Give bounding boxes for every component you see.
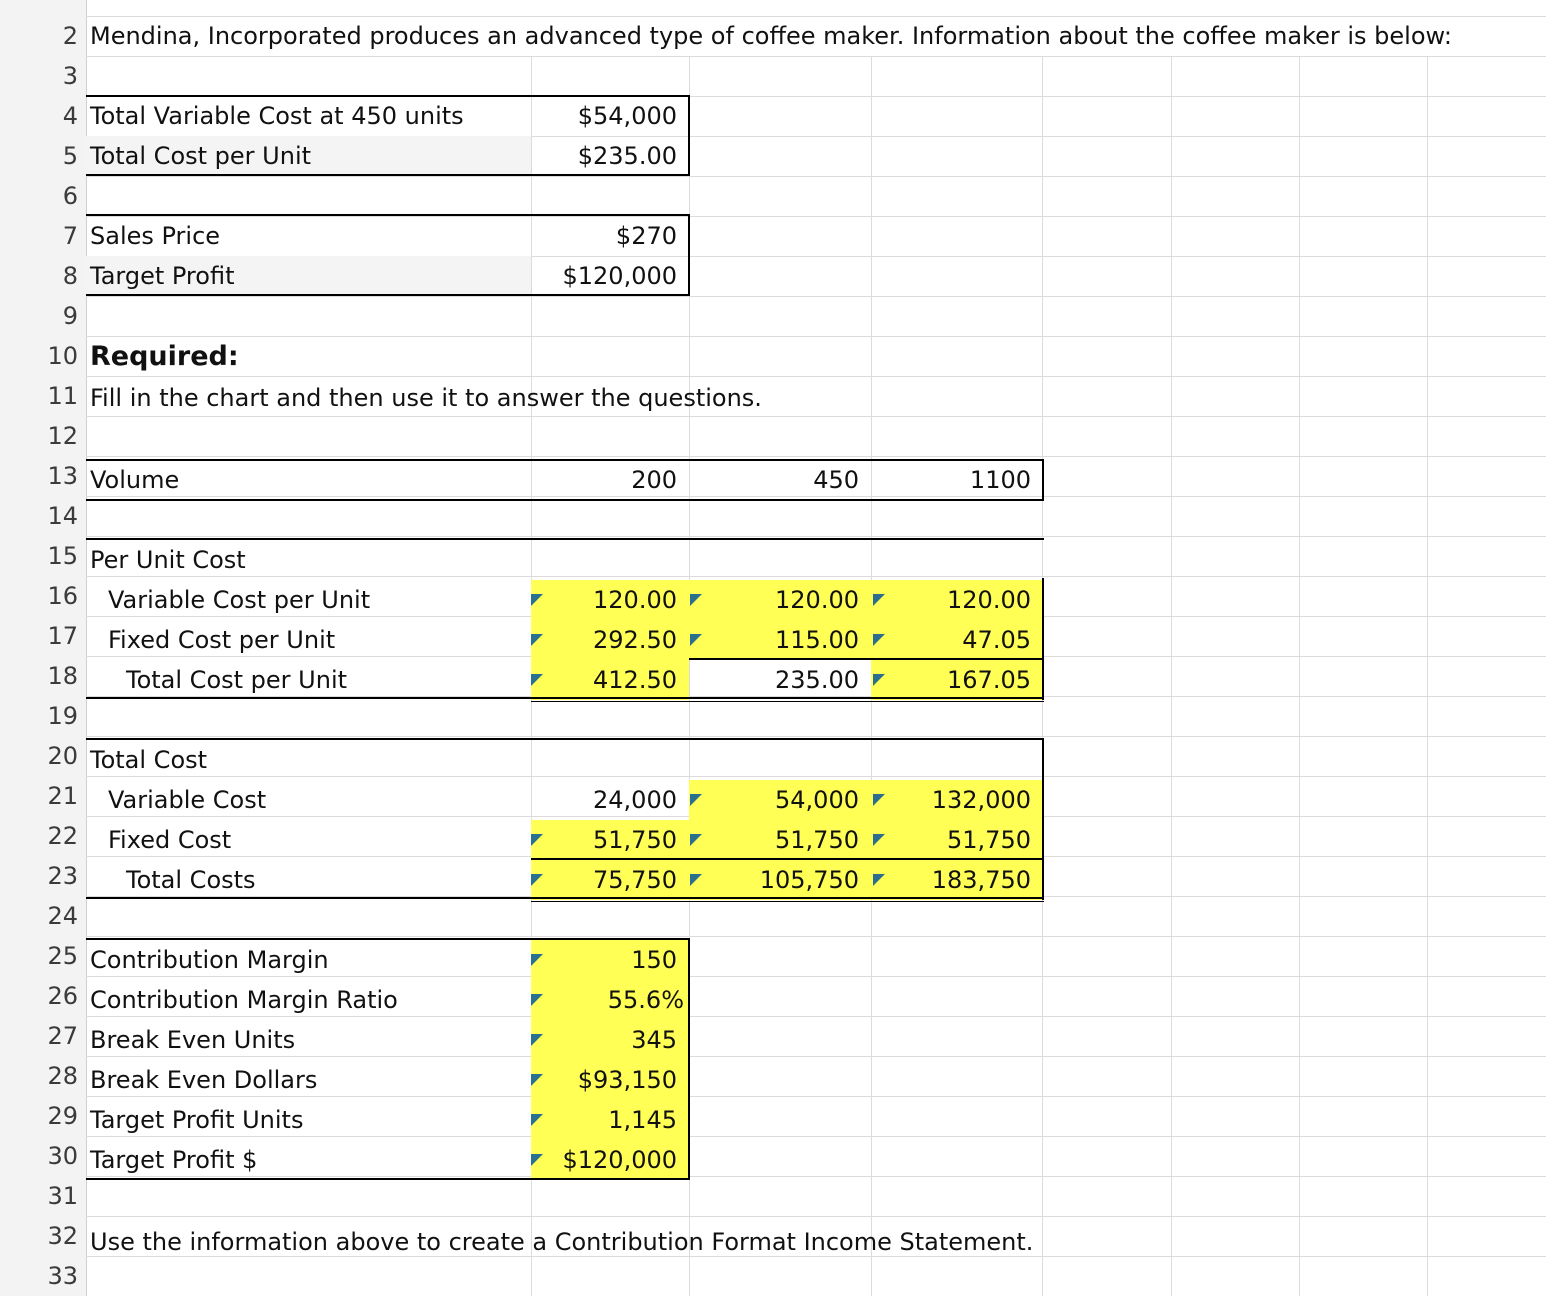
total-double-border: [531, 901, 1044, 902]
row-gridline: [86, 336, 1546, 337]
income-statement-instructions[interactable]: Use the information above to create a Contribution Format Income Statement.: [90, 1228, 1034, 1256]
row-gridline: [86, 736, 1546, 737]
vcpu-200[interactable]: 120.00: [593, 586, 677, 614]
total-cost-heading[interactable]: Total Cost: [90, 746, 208, 774]
row-number[interactable]: 11: [47, 382, 78, 410]
tc-200[interactable]: 75,750: [593, 866, 677, 894]
break-even-units-label[interactable]: Break Even Units: [90, 1026, 296, 1054]
volume-450[interactable]: 450: [813, 466, 859, 494]
row-gridline: [86, 376, 1546, 377]
target-profit-value[interactable]: $120,000: [562, 262, 677, 290]
vcpu-1100[interactable]: 120.00: [947, 586, 1031, 614]
volume-200[interactable]: 200: [631, 466, 677, 494]
row-gridline: [86, 216, 1546, 217]
intro-text[interactable]: Mendina, Incorporated produces an advanced type of coffee maker. Information about the coffee maker is below:: [90, 22, 1452, 50]
row-number[interactable]: 28: [47, 1062, 78, 1090]
row-number[interactable]: 2: [62, 22, 78, 50]
row-number[interactable]: 13: [47, 462, 78, 490]
row-number[interactable]: 14: [47, 502, 78, 530]
row-gridline: [86, 536, 1546, 537]
row-gridline: [86, 1176, 1546, 1177]
vc-450[interactable]: 54,000: [775, 786, 859, 814]
target-profit-units-label[interactable]: Target Profit Units: [90, 1106, 304, 1134]
row-number[interactable]: 9: [62, 302, 78, 330]
row-gridline: [86, 1216, 1546, 1217]
row-number[interactable]: 27: [47, 1022, 78, 1050]
row-number[interactable]: 10: [47, 342, 78, 370]
sales-price-label[interactable]: Sales Price: [90, 222, 221, 250]
row-number[interactable]: 6: [62, 182, 78, 210]
target-profit-units-value[interactable]: 1,145: [608, 1106, 677, 1134]
per-unit-right-border: [1042, 578, 1044, 700]
contribution-margin-label[interactable]: Contribution Margin: [90, 946, 329, 974]
row-gridline: [86, 936, 1546, 937]
variable-cost-per-unit-label[interactable]: Variable Cost per Unit: [108, 586, 371, 614]
box1-right-border: [688, 95, 690, 176]
volume-1100[interactable]: 1100: [969, 466, 1031, 494]
row-gridline: [86, 1136, 1546, 1137]
total-costs-label[interactable]: Total Costs: [126, 866, 256, 894]
fc-450[interactable]: 51,750: [775, 826, 859, 854]
row-gridline: [86, 176, 1546, 177]
target-profit-dollars-value[interactable]: $120,000: [562, 1146, 677, 1174]
row-number[interactable]: 4: [62, 102, 78, 130]
row-gridline: [86, 456, 1546, 457]
box2-right-border: [688, 214, 690, 296]
row-number[interactable]: 12: [47, 422, 78, 450]
break-even-units-value[interactable]: 345: [631, 1026, 677, 1054]
fcpu-1100[interactable]: 47.05: [962, 626, 1031, 654]
total-right-border: [1042, 738, 1044, 900]
volume-right-border: [1042, 459, 1044, 501]
row-gridline: [86, 56, 1546, 57]
tcpu-1100[interactable]: 167.05: [947, 666, 1031, 694]
row-gridline: [86, 296, 1546, 297]
per-unit-double-border: [531, 701, 1044, 702]
row-number[interactable]: 18: [47, 662, 78, 690]
variable-cost-label[interactable]: Variable Cost: [108, 786, 267, 814]
column-gridline: [1171, 56, 1172, 1296]
vc-1100[interactable]: 132,000: [931, 786, 1031, 814]
instructions-text[interactable]: Fill in the chart and then use it to answer the questions.: [90, 384, 762, 412]
row-number[interactable]: 19: [47, 702, 78, 730]
row-gridline: [86, 576, 1546, 577]
cm-ratio-label[interactable]: Contribution Margin Ratio: [90, 986, 398, 1014]
cvp-right-border: [688, 938, 690, 1180]
row-number[interactable]: 22: [47, 822, 78, 850]
row-number[interactable]: 20: [47, 742, 78, 770]
total-cost-per-unit-value[interactable]: $235.00: [577, 142, 677, 170]
fc-1100[interactable]: 51,750: [947, 826, 1031, 854]
fcpu-450[interactable]: 115.00: [775, 626, 859, 654]
vcpu-450[interactable]: 120.00: [775, 586, 859, 614]
row-number[interactable]: 30: [47, 1142, 78, 1170]
contribution-margin-value[interactable]: 150: [631, 946, 677, 974]
fc-200[interactable]: 51,750: [593, 826, 677, 854]
row-number[interactable]: 5: [62, 142, 78, 170]
total-variable-cost-label[interactable]: Total Variable Cost at 450 units: [90, 102, 464, 130]
row-number[interactable]: 8: [62, 262, 78, 290]
tcpu-450[interactable]: 235.00: [775, 666, 859, 694]
break-even-dollars-label[interactable]: Break Even Dollars: [90, 1066, 318, 1094]
per-unit-cost-heading[interactable]: Per Unit Cost: [90, 546, 246, 574]
row-number[interactable]: 33: [47, 1262, 78, 1290]
tc-450[interactable]: 105,750: [759, 866, 859, 894]
total-variable-cost-value[interactable]: $54,000: [577, 102, 677, 130]
total-top-border: [86, 738, 1044, 740]
row-number[interactable]: 23: [47, 862, 78, 890]
required-heading[interactable]: Required:: [90, 341, 239, 372]
tc-1100[interactable]: 183,750: [931, 866, 1031, 894]
row-number[interactable]: 21: [47, 782, 78, 810]
volume-label[interactable]: Volume: [90, 466, 180, 494]
sales-price-value[interactable]: $270: [615, 222, 677, 250]
column-gridline: [1427, 56, 1428, 1296]
row-gridline: [86, 776, 1546, 777]
row-number[interactable]: 26: [47, 982, 78, 1010]
break-even-dollars-value[interactable]: $93,150: [577, 1066, 677, 1094]
row-number[interactable]: 25: [47, 942, 78, 970]
row-number[interactable]: 24: [47, 902, 78, 930]
row-number[interactable]: 32: [47, 1222, 78, 1250]
cm-ratio-value[interactable]: 55.6%: [607, 986, 684, 1014]
row-number[interactable]: 29: [47, 1102, 78, 1130]
target-profit-dollars-label[interactable]: Target Profit $: [90, 1146, 258, 1174]
fixed-cost-label[interactable]: Fixed Cost: [108, 826, 232, 854]
row-number[interactable]: 16: [47, 582, 78, 610]
tcpu-200[interactable]: 412.50: [593, 666, 677, 694]
total-cost-per-unit-label[interactable]: Total Cost per Unit: [90, 142, 312, 170]
total-cost-per-unit-row-label[interactable]: Total Cost per Unit: [126, 666, 348, 694]
row-number[interactable]: 7: [62, 222, 78, 250]
row-number[interactable]: 31: [47, 1182, 78, 1210]
vc-200[interactable]: 24,000: [593, 786, 677, 814]
column-gridline: [1299, 56, 1300, 1296]
row-number[interactable]: 3: [62, 62, 78, 90]
fcpu-200[interactable]: 292.50: [593, 626, 677, 654]
row-number[interactable]: 17: [47, 622, 78, 650]
row-number[interactable]: 15: [47, 542, 78, 570]
target-profit-label[interactable]: Target Profit: [90, 262, 235, 290]
fixed-cost-per-unit-label[interactable]: Fixed Cost per Unit: [108, 626, 336, 654]
row-gridline: [86, 1056, 1546, 1057]
